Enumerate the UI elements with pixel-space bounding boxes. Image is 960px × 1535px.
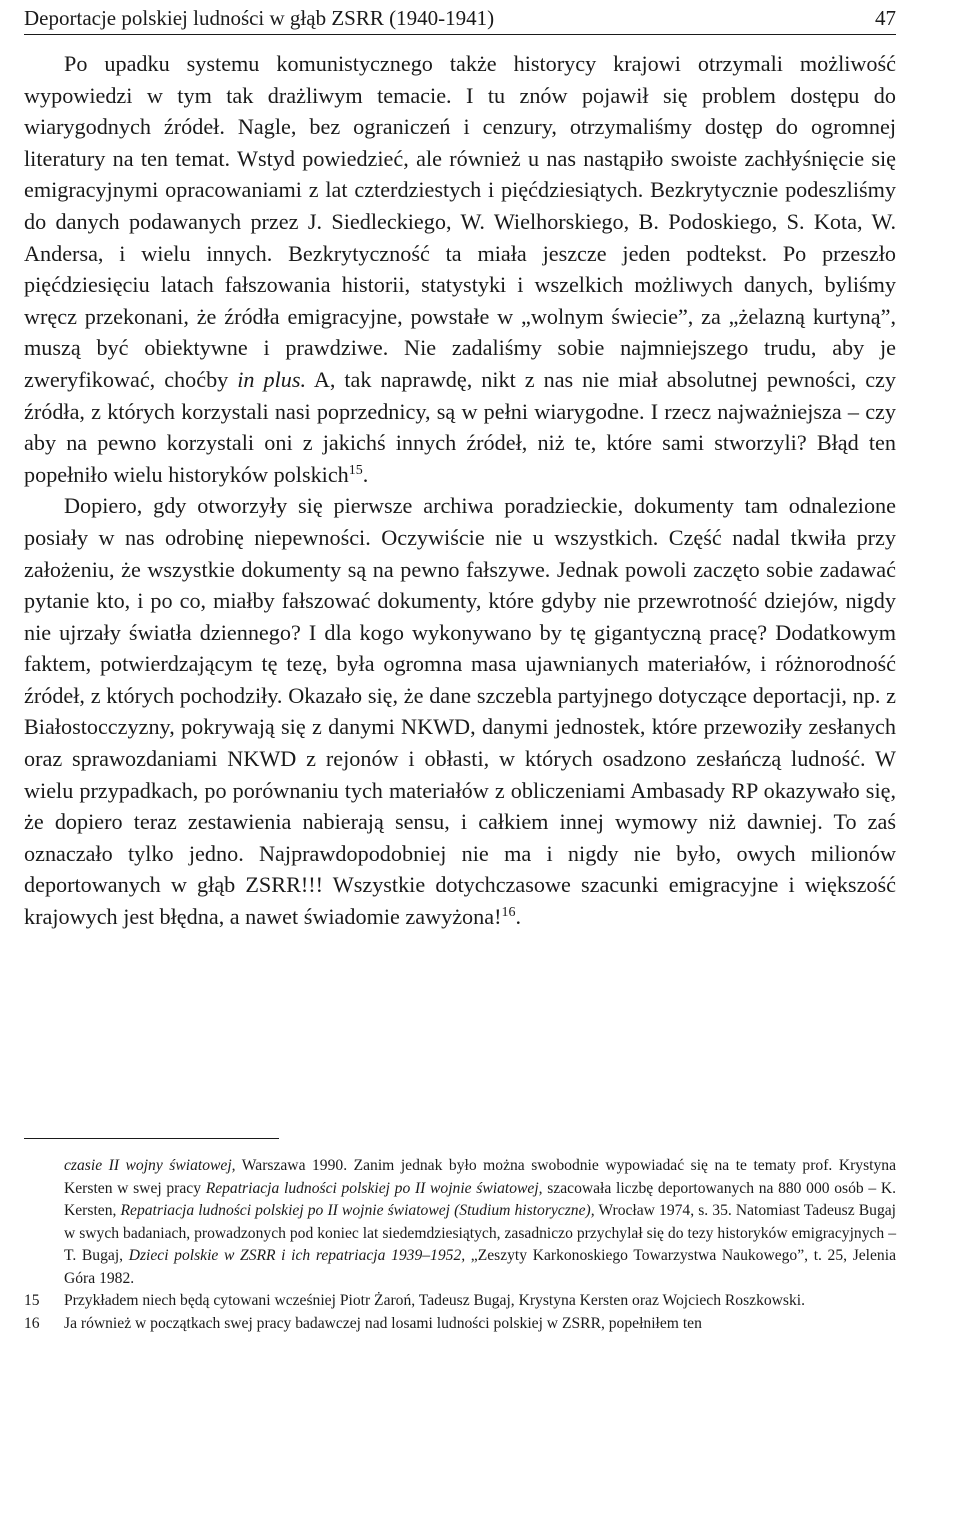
- footnote-continuation: [64, 1155, 896, 1290]
- footnote-15: [24, 1290, 896, 1313]
- footnote-italic-3: Repatriacja ludności polskiej po II wojnie światowej (Studium historyczne),: [120, 1202, 595, 1219]
- main-text: [24, 48, 896, 933]
- footnote-ref-15[interactable]: 15: [348, 462, 363, 478]
- paragraph-2-end: .: [515, 904, 522, 930]
- paragraph-1-text: Po upadku systemu komunistycznego także historycy krajowi otrzymali możliwość wypowiedzi w tym tak drażliwym temacie. I tu znów pojawił się problem dostępu do wiarygodnych źródeł. Nagle, bez ograniczeń i cenzury, otrzymaliśmy dostęp do ogromnej literatury na ten temat. Wstyd powiedzieć, ale również u nas nastąpiło swoiste zachłyśnięcie się emigracyjnymi opracowaniami z lat czterdziestych i pięćdziesiątych. Bezkrytycznie podeszliśmy do danych podawanych przez J. Siedleckiego, W. Wielhorskiego, B. Podoskiego, S. Kota, W. Andersa, i wielu innych. Bezkrytyczność ta miała jeszcze jeden podtekst. Po przeszło pięćdziesięciu latach fałszowania historii, statystyki i wszelkich możliwych danych, byliśmy wręcz przekonani, że źródła emigracyjne, powstałe w „wolnym świecie”, za „żelazną kurtyną”, muszą być obiektywne i prawdziwe. Nie zadaliśmy sobie najmniejszego trudu, aby je zweryfikować, choćby: [24, 51, 896, 392]
- page-number: 47: [875, 6, 896, 30]
- footnote-text-4: „Zeszyty Karkonoskiego Towarzystwa Naukowego”, t. 25, Jelenia Góra 1982.: [64, 1247, 896, 1287]
- footnote-15-text: Przykładem niech będą cytowani wcześniej Piotr Żaroń, Tadeusz Bugaj, Krystyna Kersten oraz Wojciech Roszkowski.: [64, 1292, 806, 1309]
- paragraph-1-italic: in plus.: [237, 366, 307, 392]
- footnote-text-1: Warszawa 1990. Zanim jednak było można swobodnie wypowiadać się na te tematy prof. Krystyna Kersten w swej pracy: [64, 1157, 896, 1197]
- footnotes: [24, 1155, 896, 1335]
- footnote-16-number: 16: [24, 1314, 40, 1332]
- paragraph-2: [24, 490, 896, 932]
- paragraph-2-text: Dopiero, gdy otworzyły się pierwsze archiwa poradzieckie, dokumenty tam odnalezione posiały w nas odrobinę niepewności. Oczywiście nie u wszystkich. Część nadal tkwiła przy założeniu, że wszystkie dokumenty są na pewno fałszywe. Jednak powoli zaczęto sobie zadawać pytanie kto, i po co, miałby fałszować dokumenty, które gdyby nie przewrotność dziejów, nigdy nie ujrzały światła dziennego? I dla kogo wykonywano by tę gigantyczną pracę? Dodatkowym faktem, potwierdzającym tę tezę, była ogromna masa ujawnianych materiałów, i różnorodność źródeł, z których pochodziły. Okazało się, że dane szczebla partyjnego dotyczące deportacji, np. z Białostocczyzny, pokrywają się z danymi NKWD, danymi jednostek, które przewoziły zesłanych oraz sprawozdaniami NKWD z rejonów i obłasti, w których osadzono zesłańczą ludność. W wielu przypadkach, po porównaniu tych materiałów z obliczeniami Ambasady RP okazywało się, że dopiero teraz zestawienia nabierają sensu, i całkiem innej wymowy niż dawniej. To zaś oznaczało tylko jedno. Najprawdopodobniej nie ma i nigdy nie było, owych milionów deportowanych w głąb ZSRR!!! Wszystkie dotychczasowe szacunki emigracyjne i większość krajowych jest błędna, a nawet świadomie zawyżona!: [24, 493, 896, 930]
- running-header: [24, 4, 896, 35]
- paragraph-1: [24, 48, 896, 490]
- footnote-italic-1: czasie II wojny światowej,: [64, 1157, 236, 1174]
- footnote-15-number: 15: [24, 1292, 40, 1309]
- footnote-separator: [24, 1138, 279, 1139]
- footnote-text-2: szacowała liczbę deportowanych na 880 000 osób – K. Kersten,: [64, 1179, 896, 1219]
- footnote-16: [24, 1313, 896, 1336]
- paragraph-1-end: .: [362, 461, 369, 487]
- footnote-ref-16[interactable]: 16: [501, 905, 516, 921]
- footnote-16-text: Ja również w początkach swej pracy badawczej nad losami ludności polskiej w ZSRR, popełniłem ten: [64, 1314, 702, 1332]
- footnote-italic-2: Repatriacja ludności polskiej po II wojnie światowej,: [205, 1179, 543, 1197]
- paragraph-1-text-cont: A, tak naprawdę, nikt z nas nie miał absolutnej pewności, czy źródła, z których korzystali nasi poprzednicy, są w pełni wiarygodne. I rzecz najważniejsza – czy aby na pewno korzystali oni z jakichś innych źródeł, niż te, które sami stworzyli? Błąd ten popełniło wielu historyków polskich: [24, 366, 897, 487]
- footnote-text-3: Wrocław 1974, s. 35. Natomiast Tadeusz Bugaj w swych badaniach, prowadzonych pod koniec lat siedemdziesiątych, zasadniczo przychylał się do tezy historyków emigracyjnych – T. Bugaj,: [64, 1202, 896, 1264]
- footnote-italic-4: Dzieci polskie w ZSRR i ich repatriacja 1939–1952,: [128, 1247, 466, 1264]
- running-title: Deportacje polskiej ludności w głąb ZSRR (1940-1941): [24, 6, 495, 30]
